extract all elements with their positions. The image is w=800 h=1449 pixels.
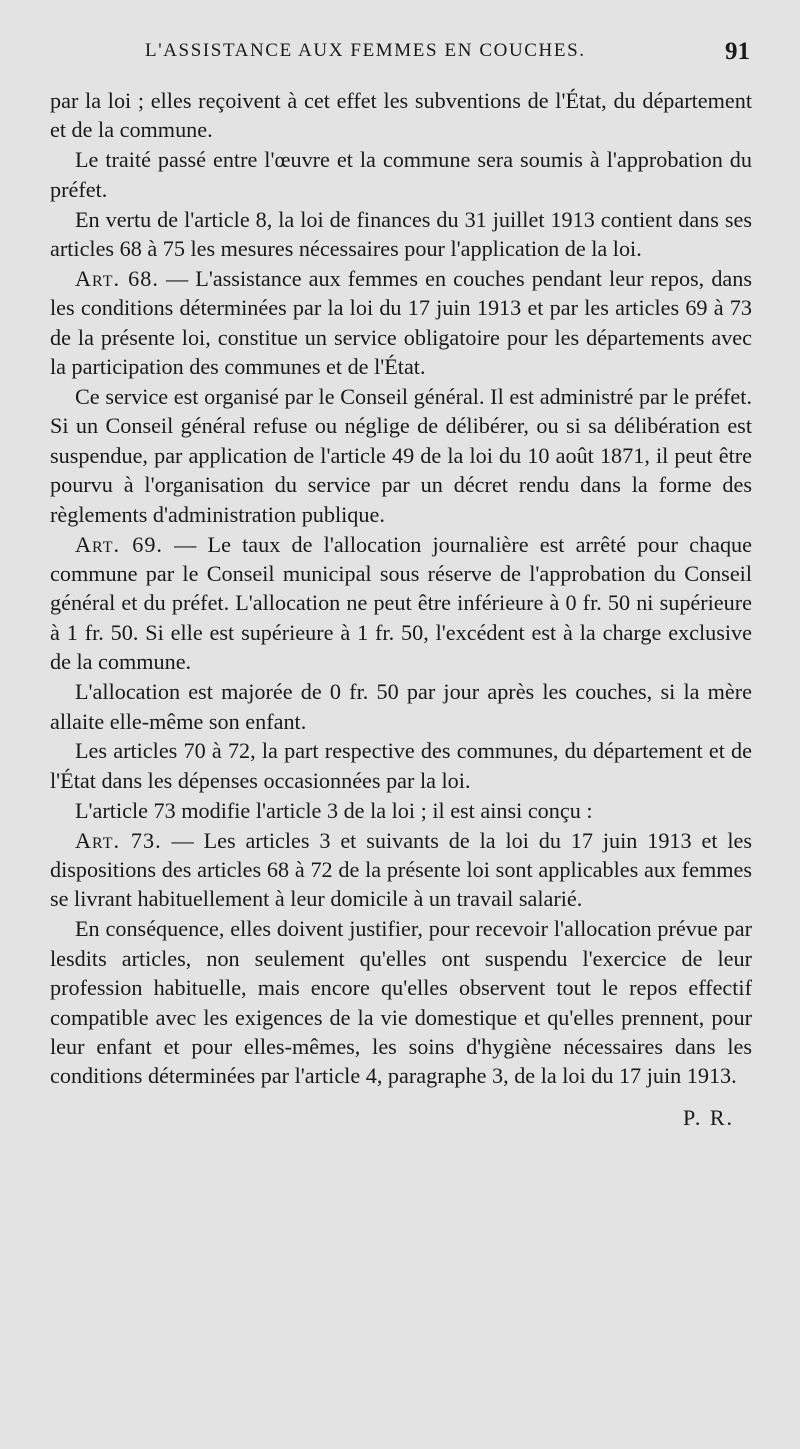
paragraph-text: Ce service est organisé par le Conseil général. Il est administré par le préfet. Si un Conseil général refuse ou néglige de délibérer, ou si sa délibération est suspendue, par application de l'article 49 de la loi du 10 août 1871, il peut être pourvu à l'organisation du service par un décret rendu dans la forme des règlements d'administration publique.	[50, 384, 752, 527]
paragraph	[50, 736, 752, 795]
paragraph	[50, 796, 752, 825]
paragraph-text: — Le taux de l'allocation journalière est arrêté pour chaque commune par le Conseil municipal sous réserve de l'approbation du Conseil général et du préfet. L'allocation ne peut être inférieure à 0 fr. 50 ni supérieure à 1 fr. 50. Si elle est supérieure à 1 fr. 50, l'excédent est à la charge exclusive de la commune.	[50, 531, 752, 675]
paragraph	[50, 914, 752, 1090]
article-68	[50, 264, 752, 382]
page-number: 91	[725, 38, 750, 65]
paragraph-text: Le traité passé entre l'œuvre et la commune sera soumis à l'approbation du préfet.	[50, 147, 752, 202]
paragraph	[50, 145, 752, 204]
paragraph-text: L'allocation est majorée de 0 fr. 50 par jour après les couches, si la mère allaite elle-même son enfant.	[50, 679, 752, 734]
article-label: Art. 69.	[75, 531, 163, 557]
article-label: Art. 68.	[75, 265, 159, 291]
signature-initials: P. R.	[683, 1104, 734, 1130]
paragraph	[50, 677, 752, 736]
running-title: L'ASSISTANCE AUX FEMMES EN COUCHES.	[145, 40, 586, 61]
paragraph-text: par la loi ; elles reçoivent à cet effet les subventions de l'État, du département et de la commune.	[50, 88, 752, 143]
body-text	[50, 86, 752, 1091]
paragraph-text: En vertu de l'article 8, la loi de finances du 31 juillet 1913 contient dans ses articles 68 à 75 les mesures nécessaires pour l'application de la loi.	[50, 206, 752, 262]
article-label: Art. 73.	[75, 827, 162, 853]
paragraph-text: Les articles 70 à 72, la part respective des communes, du département et de l'État dans les dépenses occasionnées par la loi.	[50, 738, 752, 793]
paragraph-text: L'article 73 modifie l'article 3 de la loi ; il est ainsi conçu :	[75, 797, 593, 823]
running-head	[50, 40, 752, 74]
paragraph	[50, 382, 752, 529]
paragraph-text: — L'assistance aux femmes en couches pendant leur repos, dans les conditions déterminées par la loi du 17 juin 1913 et par les articles 69 à 73 de la présente loi, constitue un service obligatoire pour les départements avec la participation des communes et de l'État.	[50, 265, 752, 380]
paragraph-continuation	[50, 86, 752, 145]
paragraph-text: En conséquence, elles doivent justifier, pour recevoir l'allocation prévue par lesdits articles, non seulement qu'elles ont suspendu l'exercice de leur profession habituelle, mais encore qu'elles observent tout le repos effectif compatible avec les exigences de la vie domestique et qu'elles prennent, pour leur enfant et pour elles-mêmes, les soins d'hygiène nécessaires dans les conditions déterminées par l'article 4, paragraphe 3, de la loi du 17 juin 1913.	[50, 916, 752, 1089]
article-73	[50, 826, 752, 914]
paragraph	[50, 205, 752, 264]
paragraph-text: — Les articles 3 et suivants de la loi du 17 juin 1913 et les dispositions des articles 68 à 72 de la présente loi sont applicables aux femmes se livrant habituellement à leur domicile à un travail salarié.	[50, 827, 752, 912]
article-69	[50, 530, 752, 677]
